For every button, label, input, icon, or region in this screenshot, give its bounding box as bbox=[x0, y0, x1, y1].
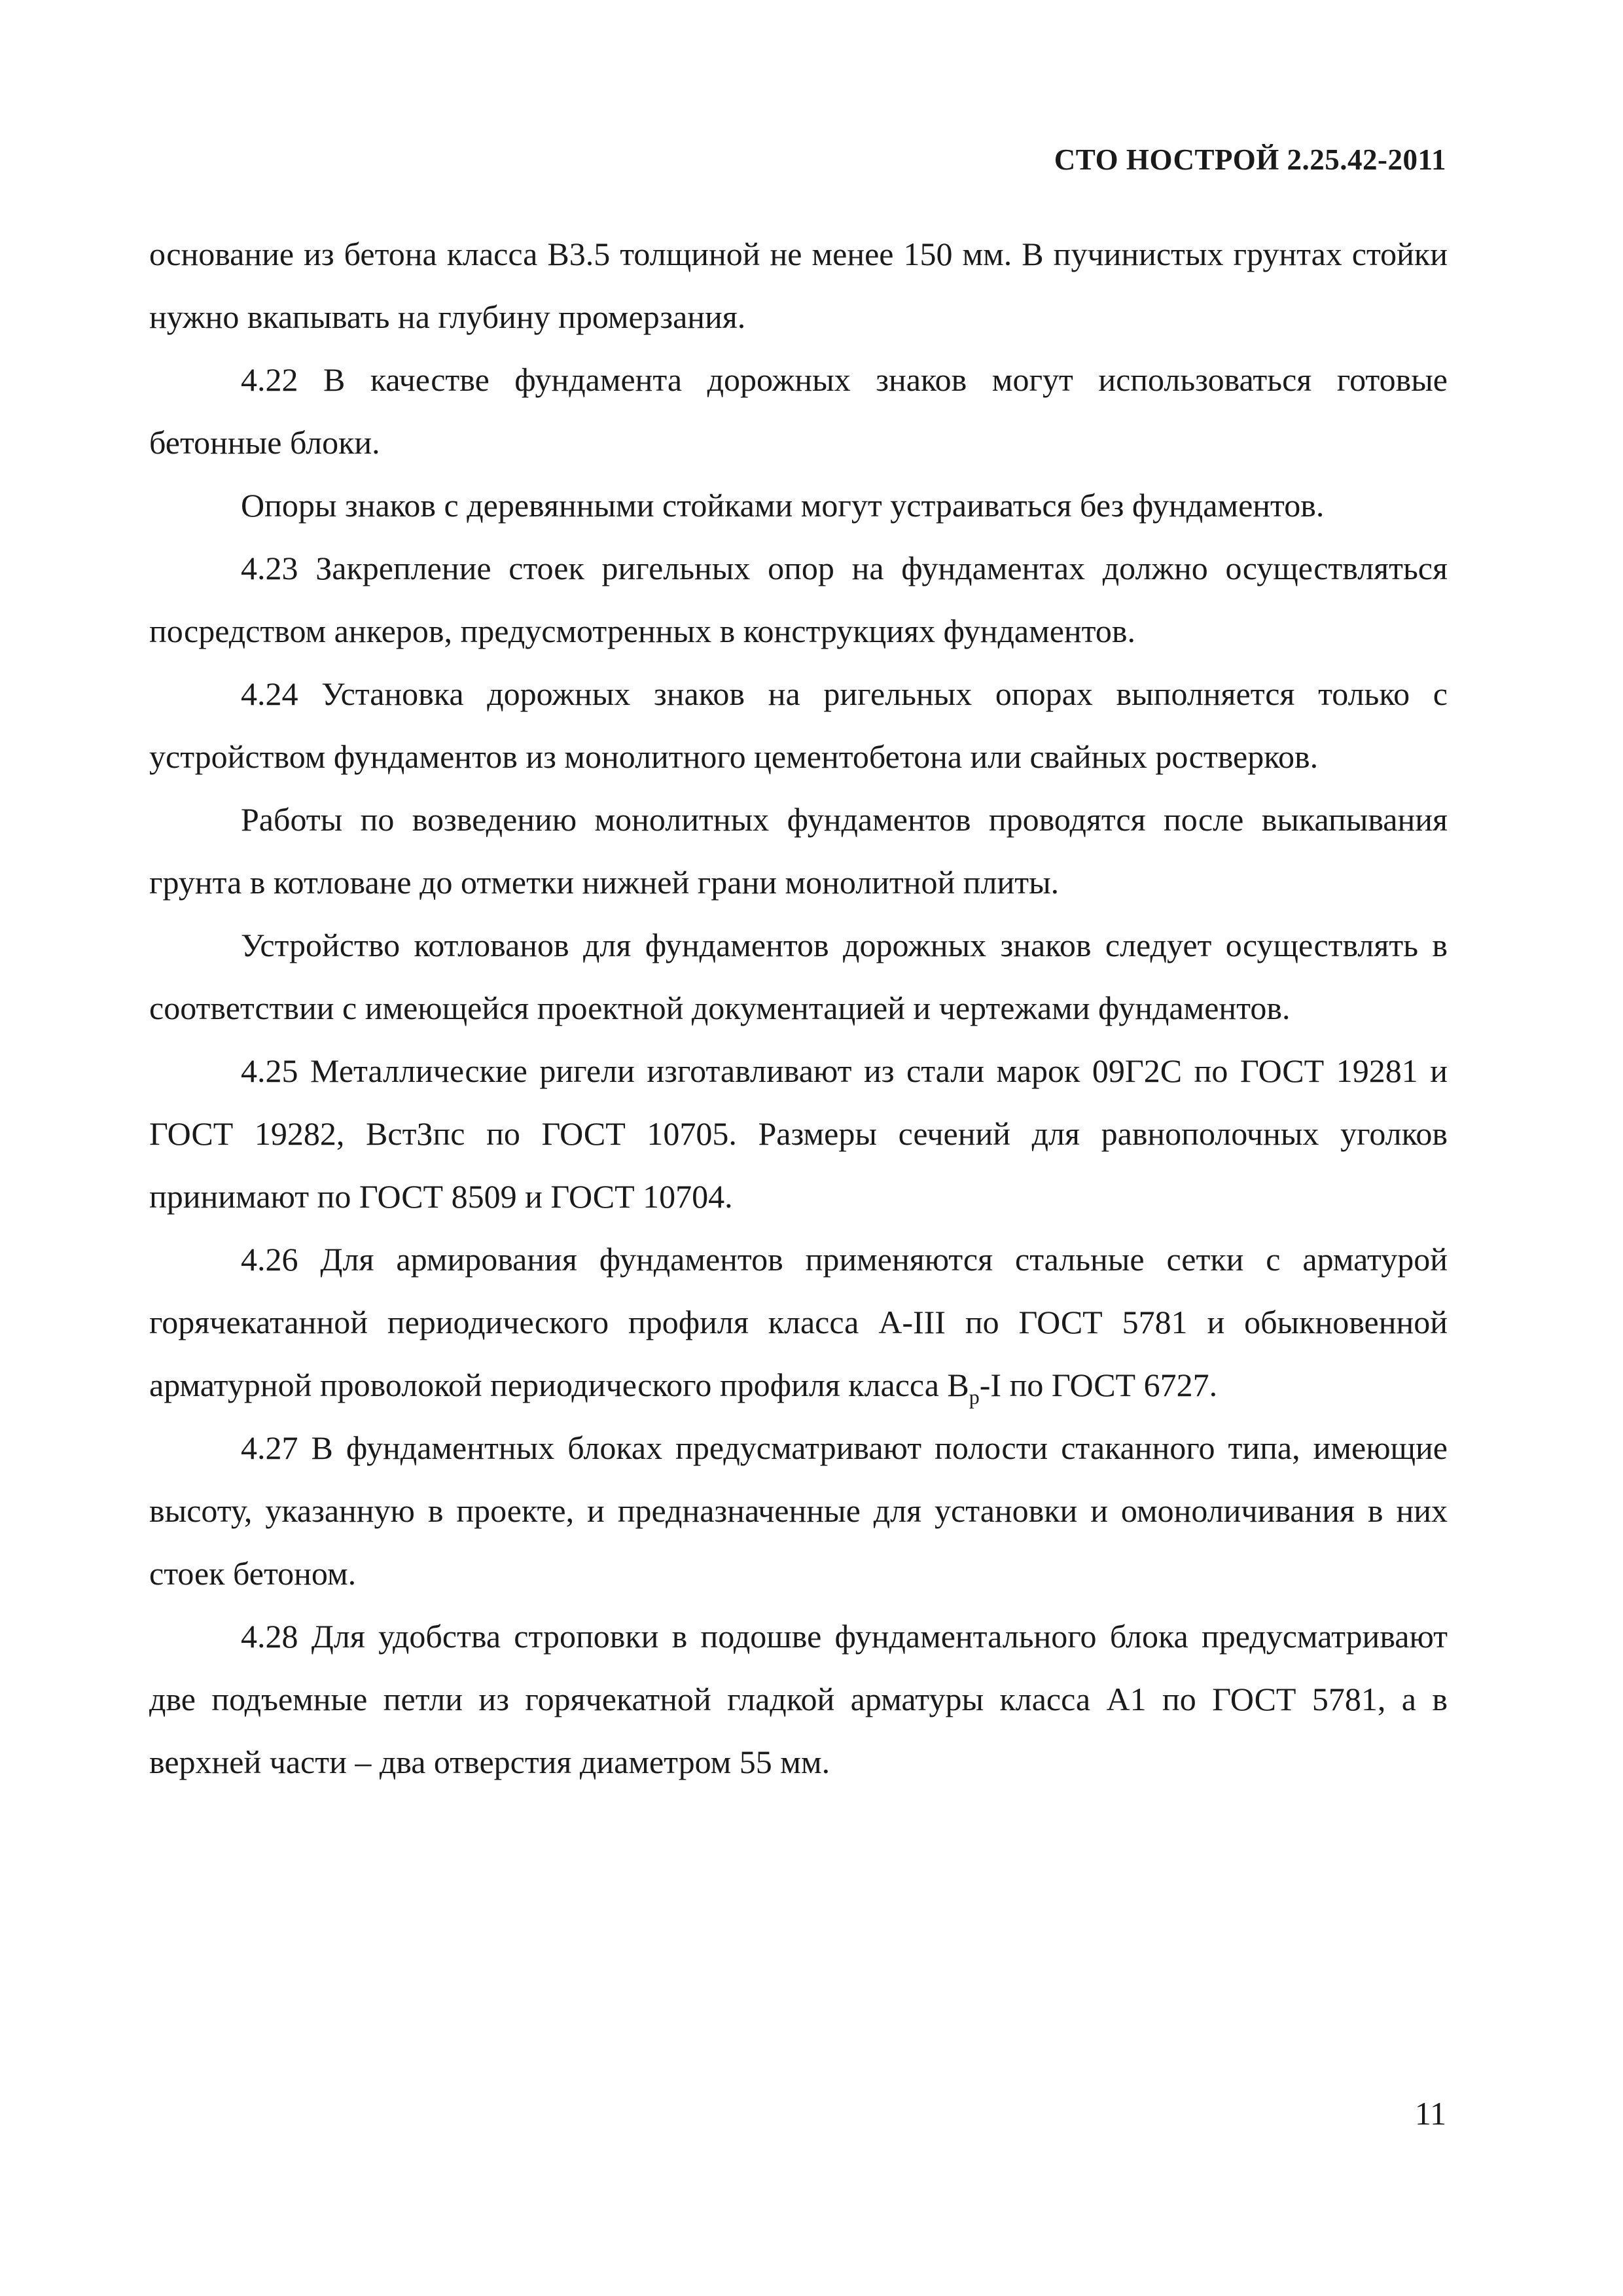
subscript-p: р bbox=[969, 1385, 980, 1408]
paragraph-pit-construction: Устройство котлованов для фундаментов дорожных знаков следует осуществлять в соответствии с имеющейся проектной документацией и чертежами фундаментов. bbox=[149, 927, 1448, 1026]
paragraph-monolithic-works: Работы по возведению монолитных фундаментов проводятся после выкапывания грунта в котловане до отметки нижней грани монолитной плиты. bbox=[149, 801, 1448, 901]
paragraph-4-27: 4.27 В фундаментных блоках предусматривают полости стаканного типа, имеющие высоту, указанную в проекте, и предназначенные для установки и омоноличивания в них стоек бетоном. bbox=[149, 1429, 1448, 1592]
paragraph-wooden-supports: Опоры знаков с деревянными стойками могут устраиваться без фундаментов. bbox=[241, 487, 1325, 524]
paragraph-4-24: 4.24 Установка дорожных знаков на ригельных опорах выполняется только с устройством фундаментов из монолитного цементобетона или свайных ростверков. bbox=[149, 675, 1448, 775]
paragraph-4-26 bbox=[149, 1228, 1448, 1416]
paragraph-4-25: 4.25 Металлические ригели изготавливают из стали марок 09Г2С по ГОСТ 19281 и ГОСТ 19282, ВстЗпс по ГОСТ 10705. Размеры сечений для равнополочных уголков принимают по ГОСТ 8509 и ГОСТ 10704. bbox=[149, 1052, 1448, 1215]
page-number: 11 bbox=[1414, 2095, 1446, 2132]
document-code-header: СТО НОСТРОЙ 2.25.42-2011 bbox=[1054, 143, 1446, 176]
paragraph-4-28: 4.28 Для удобства строповки в подошве фундаментального блока предусматривают две подъемные петли из горячекатной гладкой арматуры класса А1 по ГОСТ 5781, а в верхней части – два отверстия диаметром 55 мм. bbox=[149, 1618, 1448, 1780]
paragraph-4-26-text: 4.26 Для армирования фундаментов применяются стальные сетки с арматурой горячекатанной периодического профиля класса А-III по ГОСТ 5781 и обыкновенной арматурной проволокой периодического профиля класса В bbox=[149, 1241, 1448, 1403]
paragraph-4-26-tail: -I по ГОСТ 6727. bbox=[979, 1367, 1218, 1403]
paragraph-continuation: основание из бетона класса В3.5 толщиной не менее 150 мм. В пучинистых грунтах стойки нужно вкапывать на глубину промерзания. bbox=[149, 236, 1448, 335]
document-body bbox=[149, 223, 1448, 1793]
paragraph-4-23: 4.23 Закрепление стоек ригельных опор на фундаментах должно осуществляться посредством анкеров, предусмотренных в конструкциях фундаментов. bbox=[149, 550, 1448, 649]
paragraph-4-22: 4.22 В качестве фундамента дорожных знаков могут использоваться готовые бетонные блоки. bbox=[149, 361, 1448, 461]
